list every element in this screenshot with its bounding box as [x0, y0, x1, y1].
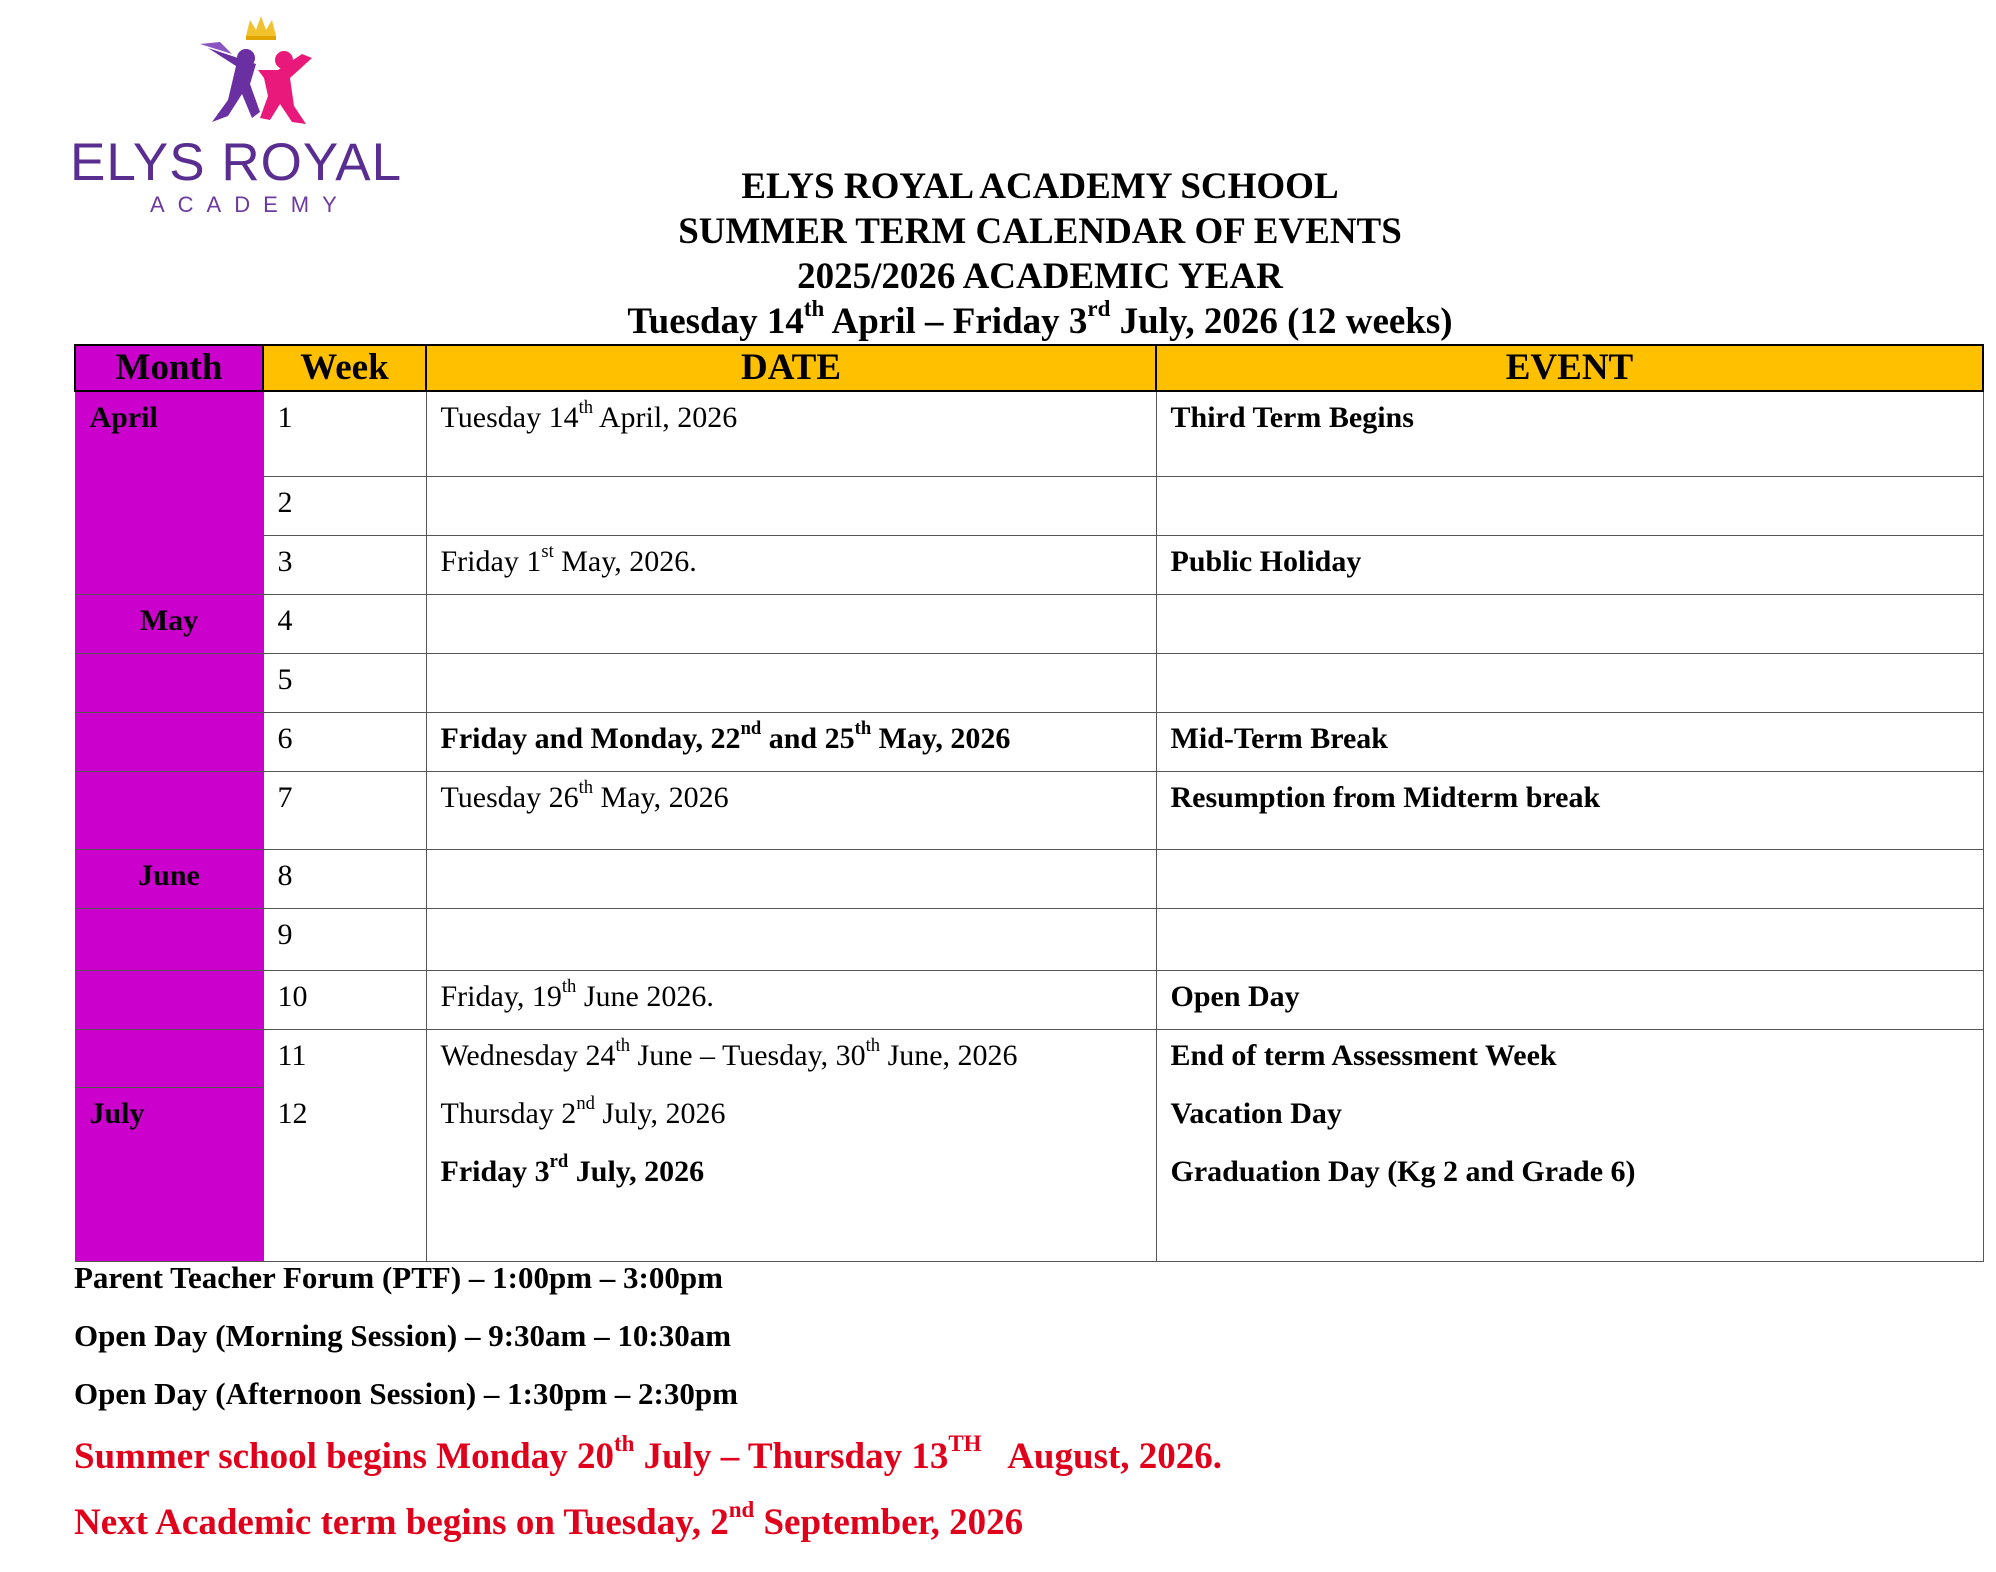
logo-figures-icon — [198, 14, 318, 132]
week-cell: 4 — [263, 594, 426, 653]
month-cell — [75, 771, 263, 849]
week-cell: 5 — [263, 653, 426, 712]
table-row — [75, 653, 1983, 712]
event-cell — [1156, 653, 1983, 712]
table-row — [75, 771, 1983, 849]
date-cell — [426, 908, 1156, 970]
table-header-row — [75, 345, 1983, 391]
event-cell — [1156, 476, 1983, 535]
event-cell: Resumption from Midterm break — [1156, 771, 1983, 849]
notes-section — [74, 1258, 1222, 1564]
month-cell-april: April — [75, 391, 263, 594]
logo-name: ELYS ROYAL — [70, 133, 403, 192]
table-row — [75, 970, 1983, 1029]
date-cell: Friday 1st May, 2026. — [426, 535, 1156, 594]
note-open-morning: Open Day (Morning Session) – 9:30am – 10:30am — [74, 1318, 732, 1353]
note-summer-school: Summer school begins Monday 20th July – Thursday 13TH August, 2026. — [74, 1431, 1223, 1477]
month-cell — [75, 653, 263, 712]
column-header-week: Week — [263, 345, 426, 391]
week-cell: 9 — [263, 908, 426, 970]
date-cell — [426, 594, 1156, 653]
month-cell — [75, 908, 263, 970]
date-cell — [426, 849, 1156, 908]
week-cell: 7 — [263, 771, 426, 849]
month-cell — [75, 712, 263, 771]
event-cell — [1156, 594, 1983, 653]
note-next-term: Next Academic term begins on Tuesday, 2nd September, 2026 — [74, 1497, 1024, 1543]
date-cell: Tuesday 26th May, 2026 — [426, 771, 1156, 849]
week-cell: 2 — [263, 476, 426, 535]
event-cell — [1156, 908, 1983, 970]
event-cell: End of term Assessment Week Vacation Day Graduation Day (Kg 2 and Grade 6) — [1156, 1029, 1983, 1261]
month-cell-may: May — [75, 594, 263, 653]
school-title: ELYS ROYAL ACADEMY SCHOOL — [741, 166, 1339, 207]
week-cell: 6 — [263, 712, 426, 771]
date-cell: Friday, 19th June 2026. — [426, 970, 1156, 1029]
calendar-title: SUMMER TERM CALENDAR OF EVENTS — [678, 211, 1402, 252]
events-table — [74, 344, 1984, 1262]
week-cell: 8 — [263, 849, 426, 908]
week-cell: 11 12 — [263, 1029, 426, 1261]
week-cell: 3 — [263, 535, 426, 594]
column-header-date: DATE — [426, 345, 1156, 391]
event-cell: Open Day — [1156, 970, 1983, 1029]
date-cell — [426, 476, 1156, 535]
event-cell — [1156, 849, 1983, 908]
date-cell — [426, 653, 1156, 712]
table-row — [75, 849, 1983, 908]
month-cell — [75, 1029, 263, 1087]
column-header-event: EVENT — [1156, 345, 1983, 391]
event-cell: Mid-Term Break — [1156, 712, 1983, 771]
table-row — [75, 1029, 1983, 1087]
table-row — [75, 476, 1983, 535]
column-header-month: Month — [75, 345, 263, 391]
event-cell: Public Holiday — [1156, 535, 1983, 594]
table-row — [75, 594, 1983, 653]
date-cell: Friday and Monday, 22nd and 25th May, 2026 — [426, 712, 1156, 771]
week-cell: 1 — [263, 391, 426, 476]
week-cell: 10 — [263, 970, 426, 1029]
table-row — [75, 712, 1983, 771]
note-ptf: Parent Teacher Forum (PTF) – 1:00pm – 3:00pm — [74, 1260, 723, 1295]
note-open-afternoon: Open Day (Afternoon Session) – 1:30pm – 2:30pm — [74, 1376, 738, 1411]
academic-year: 2025/2026 ACADEMIC YEAR — [797, 256, 1283, 297]
table-row — [75, 535, 1983, 594]
event-cell: Third Term Begins — [1156, 391, 1983, 476]
term-range: Tuesday 14th April – Friday 3rd July, 2026 (12 weeks) — [627, 296, 1453, 342]
document-header — [0, 164, 1996, 344]
table-row — [75, 908, 1983, 970]
date-cell: Wednesday 24th June – Tuesday, 30th June, 2026 Thursday 2nd July, 2026 Friday 3rd July, 2026 — [426, 1029, 1156, 1261]
month-cell — [75, 970, 263, 1029]
table-row — [75, 391, 1983, 476]
month-cell-june: June — [75, 849, 263, 908]
logo-subtitle: ACADEMY — [150, 192, 350, 217]
month-cell-july: July — [75, 1087, 263, 1261]
date-cell: Tuesday 14th April, 2026 — [426, 391, 1156, 476]
